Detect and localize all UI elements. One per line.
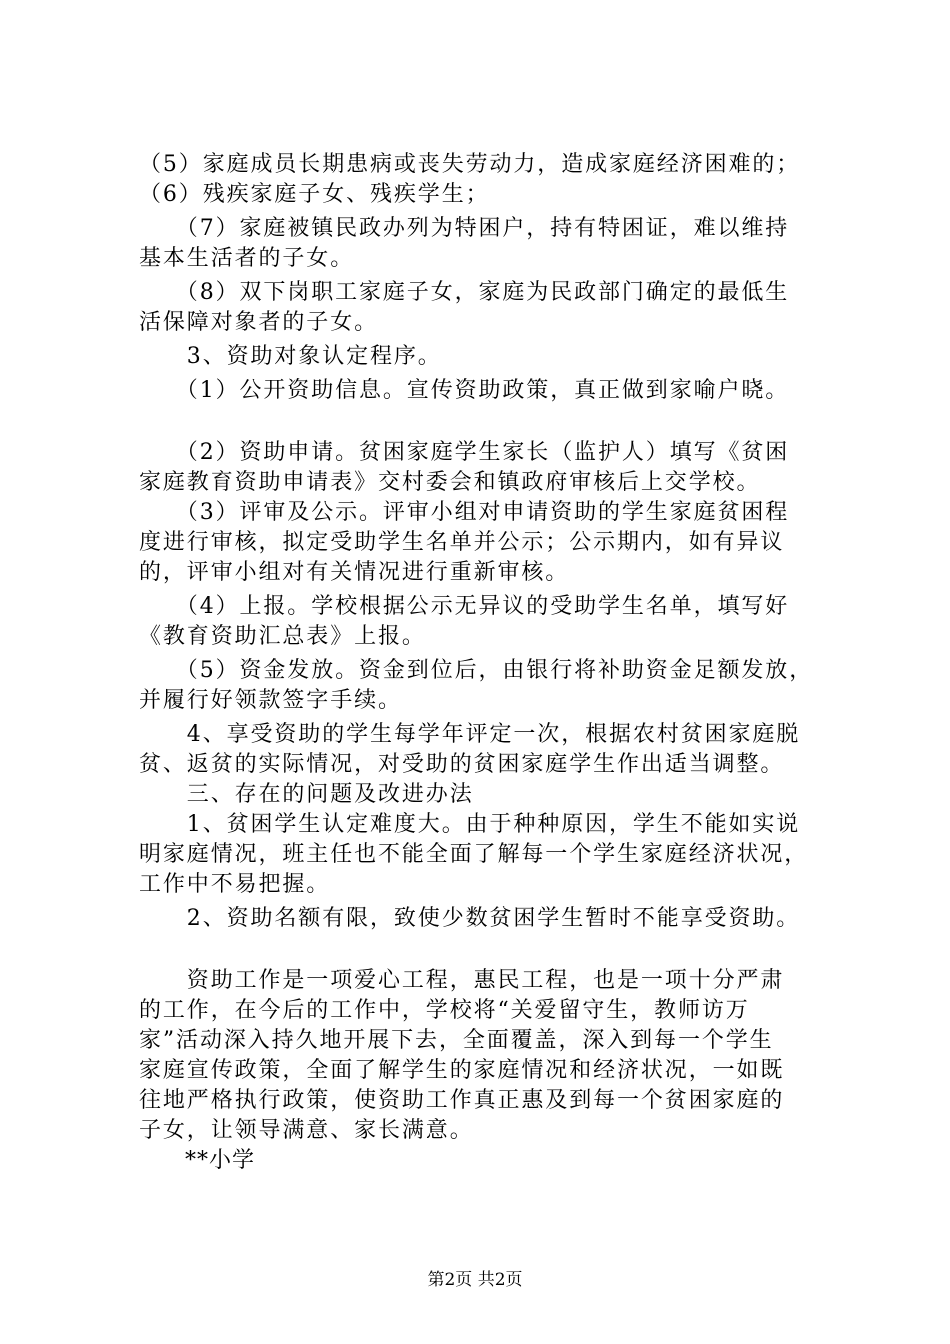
page-number: 第2页 共2页: [427, 1270, 523, 1290]
text-line: （3）评审及公示。评审小组对申请资助的学生家庭贫困程: [139, 500, 790, 525]
text-line: 资助工作是一项爱心工程，惠民工程，也是一项十分严肃: [139, 968, 785, 993]
text-line: 基本生活者的子女。: [139, 246, 355, 271]
text-line: 的工作，在今后的工作中，学校将“关爱留守生，教师访万: [139, 998, 750, 1023]
text-line: 子女，让领导满意、家长满意。: [139, 1118, 474, 1143]
text-line: 2、资助名额有限，致使少数贫困学生暂时不能享受资助。: [139, 906, 801, 931]
text-line: （2）资助申请。贫困家庭学生家长（监护人）填写《贫困: [139, 440, 790, 465]
document-body: [139, 150, 839, 1176]
section-heading: 三、存在的问题及改进办法: [139, 782, 474, 807]
text-line: （5）资金发放。资金到位后，由银行将补助资金足额发放，: [139, 658, 814, 683]
signature-line: **小学: [139, 1148, 256, 1173]
text-line: （5）家庭成员长期患病或丧失劳动力，造成家庭经济困难的；: [139, 152, 801, 177]
text-line: 明家庭情况，班主任也不能全面了解每一个学生家庭经济状况，: [139, 842, 809, 867]
text-line: （6）残疾家庭子女、残疾学生；: [139, 182, 490, 207]
text-line: 《教育资助汇总表》上报。: [139, 624, 426, 649]
text-line: 往地严格执行政策，使资助工作真正惠及到每一个贫困家庭的: [139, 1088, 785, 1113]
text-line: 工作中不易把握。: [139, 872, 331, 897]
text-line: 并履行好领款签字手续。: [139, 688, 402, 713]
text-line: 活保障对象者的子女。: [139, 310, 379, 335]
text-line: 4、享受资助的学生每学年评定一次，根据农村贫困家庭脱: [139, 722, 801, 747]
text-line: 贫、返贫的实际情况，对受助的贫困家庭学生作出适当调整。: [139, 752, 785, 777]
text-line: 1、贫困学生认定难度大。由于种种原因，学生不能如实说: [139, 812, 801, 837]
text-line: 家庭教育资助申请表》交村委会和镇政府审核后上交学校。: [139, 470, 761, 495]
text-line: （4）上报。学校根据公示无异议的受助学生名单，填写好: [139, 594, 790, 619]
text-line: 3、资助对象认定程序。: [139, 344, 442, 369]
text-line: 度进行审核，拟定受助学生名单并公示；公示期内，如有异议: [139, 530, 785, 555]
text-line: （7）家庭被镇民政办列为特困户，持有特困证，难以维持: [139, 216, 790, 241]
text-line: （8）双下岗职工家庭子女，家庭为民政部门确定的最低生: [139, 280, 790, 305]
text-line: 的，评审小组对有关情况进行重新审核。: [139, 560, 570, 585]
text-line: （1）公开资助信息。宣传资助政策，真正做到家喻户晓。: [139, 378, 790, 403]
text-line: 家庭宣传政策，全面了解学生的家庭情况和经济状况，一如既: [139, 1058, 785, 1083]
text-line: 家”活动深入持久地开展下去，全面覆盖，深入到每一个学生: [139, 1028, 774, 1053]
